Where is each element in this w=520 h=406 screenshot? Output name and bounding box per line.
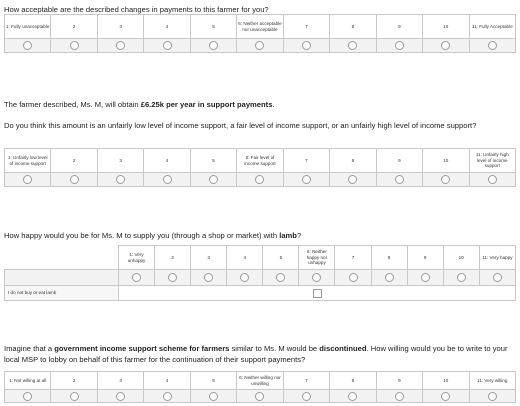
do-not-buy-cell	[119, 286, 516, 301]
scale-label: 4	[144, 15, 190, 39]
scale-label: 10	[423, 149, 469, 173]
radio-option-1[interactable]	[23, 392, 32, 401]
radio-option-9[interactable]	[421, 273, 430, 282]
question-2-text: Do you think this amount is an unfairly low level of income support, a fair level of income support, or an unfairly high level of income support?	[4, 121, 477, 130]
row-label-empty	[5, 270, 119, 286]
scale-cell	[155, 270, 191, 286]
radio-option-5[interactable]	[209, 392, 218, 401]
radio-option-8[interactable]	[348, 175, 357, 184]
scale-label: 3	[97, 372, 143, 390]
scale-cell	[190, 173, 236, 187]
q4-before: Imagine that a	[4, 344, 55, 353]
radio-option-11[interactable]	[488, 392, 497, 401]
radio-option-2[interactable]	[70, 392, 79, 401]
scale-cell	[5, 173, 51, 187]
scale-cell	[423, 390, 469, 403]
scale-label: 7	[283, 149, 329, 173]
scale-label: 6: Neither acceptable nor unacceptable	[237, 15, 283, 39]
q3-after: ?	[296, 231, 302, 240]
q4-bold-2: discontinued	[319, 344, 367, 353]
scale-cell	[376, 390, 422, 403]
radio-option-7[interactable]	[302, 392, 311, 401]
scale-label: 6: Neither happy nor unhappy	[299, 246, 335, 270]
q3-bold: lamb	[279, 231, 297, 240]
scale-label: 9	[376, 149, 422, 173]
scale-cell	[407, 270, 443, 286]
scale-cell	[283, 39, 329, 53]
scale-cell	[190, 390, 236, 403]
scale-label: 11: Very happy	[479, 246, 515, 270]
radio-option-10[interactable]	[441, 41, 450, 50]
scale-label: 2	[51, 15, 97, 39]
scale-label: 10	[423, 372, 469, 390]
scale-label: 9	[407, 246, 443, 270]
intro-after: .	[272, 100, 275, 109]
scale-cell	[330, 39, 376, 53]
scale-cell	[144, 173, 190, 187]
scale-label: 5	[190, 149, 236, 173]
q4-middle: similar to Ms. M would be	[229, 344, 320, 353]
scale-label: 4	[144, 149, 190, 173]
radio-option-11[interactable]	[493, 273, 502, 282]
scale-label: 5	[190, 372, 236, 390]
do-not-buy-checkbox[interactable]	[313, 289, 322, 298]
scale-label: 7	[283, 372, 329, 390]
scale-cell	[469, 390, 515, 403]
scale-cell	[191, 270, 227, 286]
scale-cell	[423, 173, 469, 187]
scale-cell	[190, 39, 236, 53]
radio-option-3[interactable]	[204, 273, 213, 282]
scale-label: 8	[330, 372, 376, 390]
scale-label: 3	[97, 15, 143, 39]
radio-option-8[interactable]	[348, 41, 357, 50]
scale-cell	[330, 390, 376, 403]
radio-option-11[interactable]	[488, 175, 497, 184]
radio-option-11[interactable]	[488, 41, 497, 50]
scale-label: 8	[371, 246, 407, 270]
radio-option-10[interactable]	[457, 273, 466, 282]
scale-cell	[97, 390, 143, 403]
scale-label: 1: Very unhappy	[119, 246, 155, 270]
radio-option-2[interactable]	[70, 175, 79, 184]
scale-cell	[330, 173, 376, 187]
scale-label: 7	[283, 15, 329, 39]
radio-option-7[interactable]	[349, 273, 358, 282]
radio-option-1[interactable]	[132, 273, 141, 282]
scale-cell	[119, 270, 155, 286]
radio-option-9[interactable]	[395, 175, 404, 184]
scale-label: 11: Unfairly high level of income support	[469, 149, 515, 173]
scale-cell	[283, 390, 329, 403]
radio-option-3[interactable]	[116, 175, 125, 184]
radio-option-2[interactable]	[168, 273, 177, 282]
scale-cell	[5, 39, 51, 53]
scale-cell	[469, 39, 515, 53]
scale-cell	[376, 173, 422, 187]
scale-cell	[371, 270, 407, 286]
radio-option-1[interactable]	[23, 175, 32, 184]
q3-before: How happy would you be for Ms. M to supply you (through a shop or market) with	[4, 231, 280, 240]
scale-label: 2	[155, 246, 191, 270]
question-3-text	[4, 230, 301, 241]
scale-cell	[335, 270, 371, 286]
scale-label: 2	[51, 149, 97, 173]
scale-label: 10	[443, 246, 479, 270]
radio-option-8[interactable]	[348, 392, 357, 401]
scale-cell	[423, 39, 469, 53]
radio-option-7[interactable]	[302, 41, 311, 50]
scale-label: 9	[376, 372, 422, 390]
radio-option-5[interactable]	[276, 273, 285, 282]
do-not-buy-label: I do not buy or eat lamb	[5, 286, 119, 301]
radio-option-5[interactable]	[209, 41, 218, 50]
blank-corner	[5, 246, 119, 270]
scale-label: 3	[191, 246, 227, 270]
scale-label: 10	[423, 15, 469, 39]
radio-option-6[interactable]	[255, 175, 264, 184]
q4-after: . How willing would you be to write to your local MSP to lobby on behalf of this farmer for the continuation of their support payments?	[4, 344, 508, 364]
scale-cell	[51, 390, 97, 403]
scale-cell	[144, 390, 190, 403]
scale-cell	[263, 270, 299, 286]
scale-cell	[51, 39, 97, 53]
scale-cell	[97, 39, 143, 53]
radio-option-8[interactable]	[385, 273, 394, 282]
scale-label: 11: Fully Acceptable	[469, 15, 515, 39]
scale-label: 1: Not willing at all	[5, 372, 51, 390]
q4-bold-1: government income support scheme for farmers	[54, 344, 230, 353]
scale-label: 2	[51, 372, 97, 390]
scale-label: 1: Fully unacceptable	[5, 15, 51, 39]
scale-label: 8	[330, 15, 376, 39]
scale-cell	[97, 173, 143, 187]
radio-option-4[interactable]	[163, 392, 172, 401]
radio-option-6[interactable]	[312, 273, 321, 282]
scale-label: 4	[144, 372, 190, 390]
radio-option-4[interactable]	[240, 273, 249, 282]
scale-cell	[283, 173, 329, 187]
scale-cell	[443, 270, 479, 286]
scale-cell	[237, 390, 283, 403]
radio-option-10[interactable]	[441, 175, 450, 184]
scale-cell	[479, 270, 515, 286]
radio-option-4[interactable]	[163, 41, 172, 50]
scale-cell	[237, 173, 283, 187]
scale-cell	[376, 39, 422, 53]
question-4-scale	[4, 371, 516, 403]
question-2-scale	[4, 148, 516, 187]
scale-label: 5	[190, 15, 236, 39]
radio-option-10[interactable]	[441, 392, 450, 401]
scale-label: 3	[97, 149, 143, 173]
intro-text	[4, 99, 275, 110]
question-4-text	[4, 343, 516, 365]
radio-option-2[interactable]	[70, 41, 79, 50]
question-1-text: How acceptable are the described changes in payments to this farmer for you?	[4, 5, 269, 14]
radio-option-6[interactable]	[255, 392, 264, 401]
scale-cell	[51, 173, 97, 187]
scale-label: 4	[227, 246, 263, 270]
scale-label: 5	[263, 246, 299, 270]
scale-label: 1: Unfairly low level of income support	[5, 149, 51, 173]
question-1-scale	[4, 14, 516, 53]
radio-option-5[interactable]	[209, 175, 218, 184]
scale-label: 7	[335, 246, 371, 270]
scale-cell	[227, 270, 263, 286]
radio-option-9[interactable]	[395, 392, 404, 401]
radio-option-1[interactable]	[23, 41, 32, 50]
intro-amount: £6.25k per year in support payments	[140, 100, 273, 109]
scale-label: 8	[330, 149, 376, 173]
radio-option-3[interactable]	[116, 41, 125, 50]
scale-cell	[5, 390, 51, 403]
scale-label: 9	[376, 15, 422, 39]
scale-label: 11: Very willing	[469, 372, 515, 390]
scale-cell	[144, 39, 190, 53]
scale-label: 6: Fair level of income support	[237, 149, 283, 173]
radio-option-7[interactable]	[302, 175, 311, 184]
scale-cell	[299, 270, 335, 286]
radio-option-6[interactable]	[255, 41, 264, 50]
radio-option-4[interactable]	[163, 175, 172, 184]
scale-cell	[469, 173, 515, 187]
radio-option-3[interactable]	[116, 392, 125, 401]
intro-before: The farmer described, Ms. M, will obtain	[4, 100, 141, 109]
question-3-scale	[4, 245, 516, 301]
radio-option-9[interactable]	[395, 41, 404, 50]
scale-label: 6: Neither willing nor unwilling	[237, 372, 283, 390]
scale-cell	[237, 39, 283, 53]
